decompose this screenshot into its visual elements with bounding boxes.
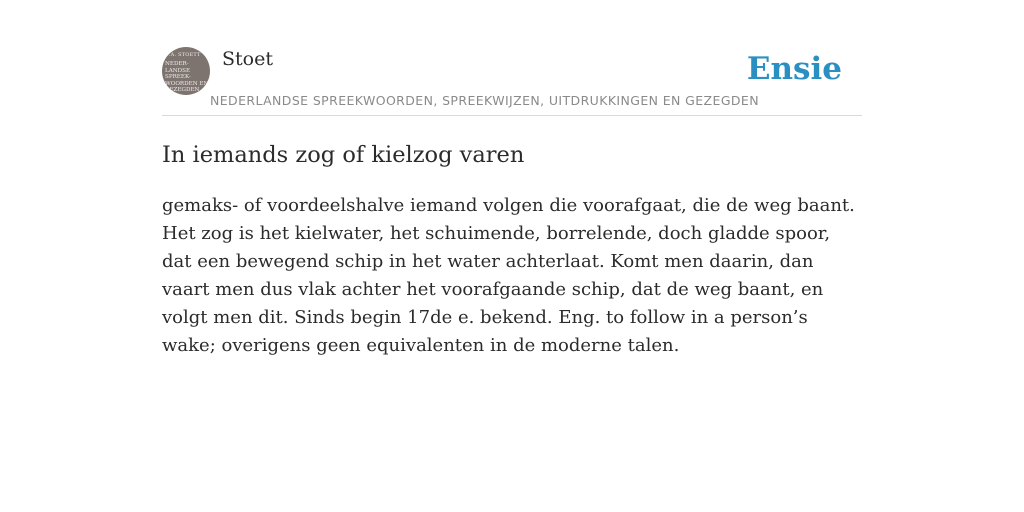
ensie-logo-link[interactable]: Ensie — [746, 51, 842, 87]
avatar-title-text: NEDER- LANDSE SPREEK- WOORDEN EN GEZEGDEN — [165, 61, 209, 94]
source-name-link[interactable]: Stoet — [222, 48, 273, 70]
avatar-author-text: F.A. STOETT — [166, 52, 201, 58]
entry-definition: gemaks- of voordeelshalve iemand volgen die voorafgaat, die de weg baant. Het zog is het kielwater, het schuimende, borrelende, doch gladde spoor, dat een bewegend schip in het water achterlaat. Komt men daarin, dan vaart men dus vlak achter het voorafgaande schip, dat de weg baant, en volgt men dit. Sinds begin 17de e. bekend. Eng. to follow in a person’s wake; overigens geen equivalenten in de moderne talen. — [162, 195, 855, 356]
header — [162, 46, 862, 116]
source-avatar[interactable] — [162, 47, 210, 95]
entry-title: In iemands zog of kielzog varen — [162, 142, 525, 168]
collection-title-link[interactable]: NEDERLANDSE SPREEKWOORDEN, SPREEKWIJZEN, UITDRUKKINGEN EN GEZEGDEN — [210, 93, 759, 108]
